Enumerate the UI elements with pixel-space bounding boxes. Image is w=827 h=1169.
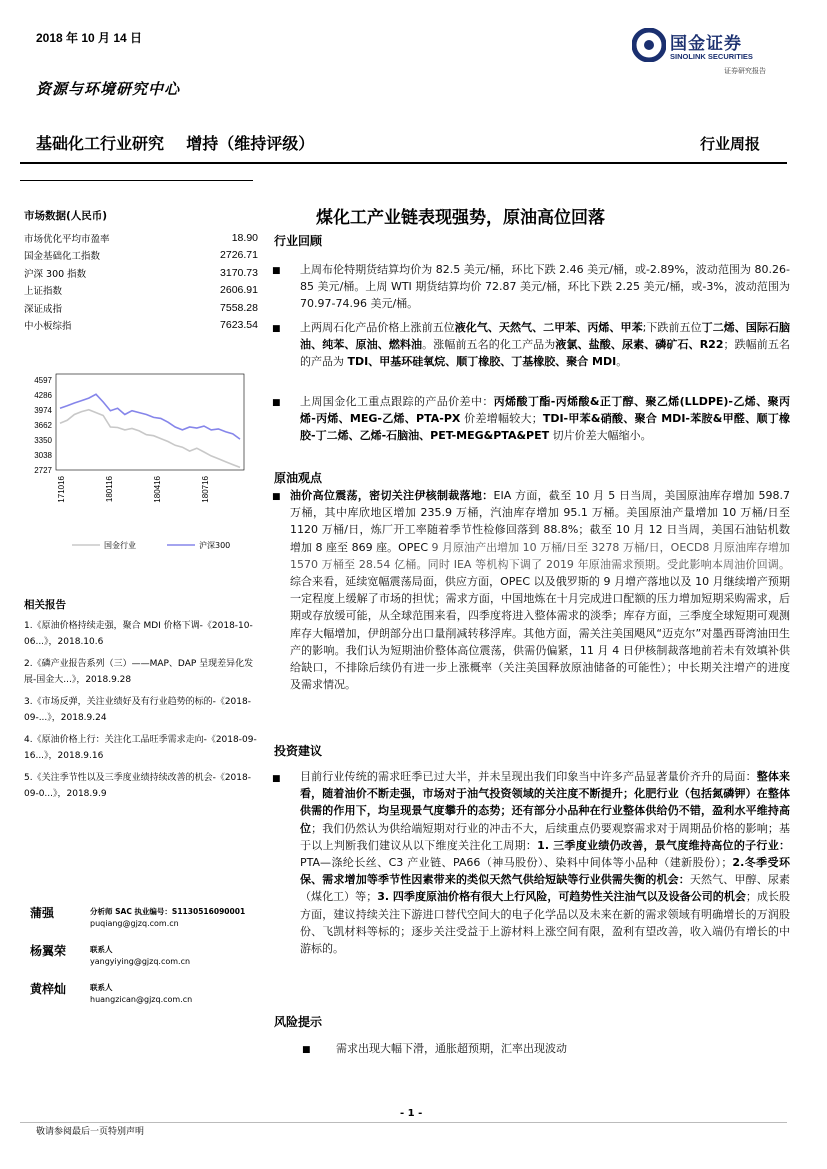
market-label: 国金基础化工指数 xyxy=(24,251,101,263)
series-line-1 xyxy=(60,394,240,439)
market-row xyxy=(24,247,258,265)
legend-label: 国金行业 xyxy=(104,541,136,550)
y-tick-label: 4597 xyxy=(34,376,52,385)
bullet-icon: ■ xyxy=(272,324,281,334)
y-tick-label: 3974 xyxy=(34,405,52,415)
author-email: huangzican@gjzq.com.cn xyxy=(90,995,193,1004)
author-name: 杨翼荣 xyxy=(30,944,67,958)
author-credential: 联系人 xyxy=(90,983,113,992)
risk-text: 需求出现大幅下滑，通胀超预期，汇率出现波动 xyxy=(336,1042,567,1055)
report-item: 4.《原油价格上行：关注化工品旺季需求走向-《2018-09-16...》，2018.9.16 xyxy=(24,735,257,761)
author-credential: 联系人 xyxy=(90,945,113,954)
market-value: 2726.71 xyxy=(220,249,258,262)
report-date: 2018 年 10 月 14 日 xyxy=(36,31,143,45)
market-row xyxy=(24,229,258,247)
market-label: 沪深 300 指数 xyxy=(24,268,87,280)
x-tick-label: 171016 xyxy=(57,476,66,503)
y-tick-label: 3350 xyxy=(34,436,52,446)
y-tick-label: 2727 xyxy=(34,466,52,475)
report-title: 煤化工产业链表现强势，原油高位回落 xyxy=(316,208,605,228)
bullet-icon: ■ xyxy=(272,398,281,408)
author-name: 黄梓灿 xyxy=(30,982,67,996)
report-item: 3.《市场反弹，关注业绩好及有行业趋势的标的-《2018-09-...》，2018.9.24 xyxy=(24,697,251,723)
bullet-icon: ■ xyxy=(272,774,281,784)
authors xyxy=(30,904,260,1018)
investment-paragraph: 目前行业传统的需求旺季已过大半，并未呈现出我们印象当中许多产品显著量价齐升的局面：整体来看，随着油价不断走强，市场对于油气投资领域的关注度不断提升；化肥行业（包括氮磷钾）在整体供需的作用下，均呈现景气度攀升的态势；还有部分小品种在行业整体供给仍不错，盈利水平维持高位；我们仍然认为供给端短期对行业的冲击不大，后续重点仍要观察需求对于周期品价格的影响；基于以上判断我们建议从以下维度关注化工周期：1. 三季度业绩仍改善，景气度维持高位的子行业：PTA—涤纶长丝、C3 产业链、PA66（神马股份）、染料中间体等小品种（建新股份）；2.冬季受环保、需求增加等季节性因素带来的类似天然气供给短缺等行业供需失衡的机会：天然气、甲醇、尿素（煤化工）等；3. 四季度原油价格有很大上行风险，可趋势性关注油气以及设备公司的机会；成长股方面，建议持续关注下游进口替代空间大的电子化学品以及未来在新的需求领域有明确增长的万润股份、飞凯材料等标的；逐步关注受益于上游材料上涨空间有限，盈利有望改善，收入端仍有增长的中游标的。 xyxy=(300,770,791,956)
series-line-0 xyxy=(60,410,240,468)
logo-subtitle: 证券研究报告 xyxy=(724,67,766,75)
index-chart-svg xyxy=(22,362,252,562)
review-paragraph-2: 上两周石化产品价格上涨前五位液化气、天然气、二甲苯、丙烯、甲苯;下跌前五位丁二烯、国际石脑油、纯苯、原油、燃料油。涨幅前五名的化工产品为液氯、盐酸、尿素、磷矿石、R22；跌幅前五名的产品为 TDI、甲基环硅氧烷、顺丁橡胶、丁基橡胶、聚合 MDI。 xyxy=(300,321,791,369)
footer-disclaimer: 敬请参阅最后一页特别声明 xyxy=(36,1127,145,1137)
market-value: 2606.91 xyxy=(220,284,258,297)
market-label: 中小板综指 xyxy=(24,321,72,333)
bullet-icon: ■ xyxy=(272,266,281,276)
footer-divider xyxy=(20,1122,787,1123)
oil-paragraph: 油价高位震荡，密切关注伊核制裁落地：EIA 方面，截至 10 月 5 日当周，美国原油库存增加 598.7 万桶，其中库欣地区增加 235.9 万桶，汽油库存增加 95.1 万桶。美国原油产量增加 10 万桶/日至 1120 万桶/日，炼厂开工率随着季节性检修回落到 88.8%；截至 10 月 12 日当周，美国石油钻机数增加 8 座至 869 座。OPEC 9 月原油产出增加 10 万桶/日至 3278 万桶/日，OECD8 月原油库存增加 1570 万桶至 28.54 亿桶。同时 IEA 等机构下调了 2019 年原油需求预期。受此影响本周油价回调。综合来看，延续宽幅震荡局面，供应方面，OPEC 以及俄罗斯的 9 月增产落地以及 10 月继续增产预期一定程度上缓解了市场的担忧；需求方面，中国地炼在十月完成进口配额的压力增加短期采购需求，后期或存放缓可能，从全球范围来看，四季度将进入整体需求的淡季；库存方面，三季度全球短期可观测库存大幅增加，伊朗部分出口量削减转移浮库。其他方面，需关注美国飓风“迈克尔”对墨西哥湾油田生产的影响。我们认为短期油价整体高位震荡，供需仍偏紧，11 月 4 日伊核制裁落地前若未有效填补供给缺口，不排除后续仍有进一步上涨概率（关注美国释放原油储备的可能性）；中长期关注增产的进度及需求情况。 xyxy=(290,489,791,692)
x-tick-label: 180416 xyxy=(153,476,162,503)
company-logo xyxy=(632,28,792,78)
author-entry xyxy=(30,904,260,942)
author-entry xyxy=(30,942,260,980)
header-divider xyxy=(20,162,787,164)
market-data-title: 市场数据(人民币) xyxy=(24,210,108,222)
market-row xyxy=(24,282,258,300)
market-value: 18.90 xyxy=(231,231,258,244)
legend-label: 沪深300 xyxy=(199,541,231,550)
section-industry-review: 行业回顾 xyxy=(274,234,323,248)
report-item: 5.《关注季节性以及三季度业绩持续改善的机会-《2018-09-0...》，2018.9.9 xyxy=(24,773,251,799)
chart-plot-area xyxy=(56,374,244,470)
market-value: 7558.28 xyxy=(220,301,258,314)
logo-mark-icon xyxy=(632,28,666,62)
page-number: - 1 - xyxy=(400,1108,423,1119)
x-tick-label: 180716 xyxy=(201,476,210,503)
related-reports xyxy=(24,597,258,802)
x-tick-label: 180116 xyxy=(105,476,114,503)
report-item: 1.《原油价格持续走强，聚合 MDI 价格下调-《2018-10-06...》，2018.10.6 xyxy=(24,621,253,647)
bullet-icon: ■ xyxy=(302,1045,311,1055)
author-email: yangyiying@gjzq.com.cn xyxy=(90,957,191,966)
logo-english: SINOLINK SECURITIES xyxy=(670,52,753,61)
author-name: 蒲强 xyxy=(30,906,55,920)
y-tick-label: 3662 xyxy=(34,421,52,430)
market-data xyxy=(24,208,258,334)
market-label: 上证指数 xyxy=(24,286,63,298)
sidebar-divider xyxy=(20,180,253,181)
review-paragraph-1: 上周布伦特期货结算均价为 82.5 美元/桶，环比下跌 2.46 美元/桶，或-2.89%，波动范围为 80.26-85 美元/桶。上周 WTI 期货结算均价 72.87 美元/桶，环比下跌 2.25 美元/桶，或-3%，波动范围为 70.97-74.96 美元/桶。 xyxy=(300,263,790,311)
logo-name: 国金证券 xyxy=(670,34,742,54)
related-reports-title: 相关报告 xyxy=(24,599,66,611)
bullet-icon: ■ xyxy=(272,492,281,502)
industry-rating: 基础化工行业研究 增持（维持评级） xyxy=(36,134,315,153)
market-value: 3170.73 xyxy=(220,266,258,279)
market-row xyxy=(24,264,258,282)
report-item: 2.《磷产业报告系列（三）——MAP、DAP 呈现差异化发展-国金大...》，2018.9.28 xyxy=(24,659,254,685)
market-row xyxy=(24,317,258,335)
author-credential: 分析师 SAC 执业编号：S1130516090001 xyxy=(90,907,246,916)
report-type: 行业周报 xyxy=(700,135,761,153)
review-paragraph-3: 上周国金化工重点跟踪的产品价差中：丙烯酸丁酯-丙烯酸&正丁醇、聚乙烯(LLDPE)-乙烯、聚丙烯-丙烯、MEG-乙烯、PTA-PX 价差增幅较大；TDI-甲苯&硝酸、聚合 MDI-苯胺&甲醛、顺丁橡胶-丁二烯、乙烯-石脑油、PET-MEG&PTA&PET 切片价差大幅缩小。 xyxy=(300,395,791,443)
section-oil-view: 原油观点 xyxy=(274,471,323,485)
author-email: puqiang@gjzq.com.cn xyxy=(90,919,179,928)
market-row xyxy=(24,299,258,317)
research-center: 资源与环境研究中心 xyxy=(36,80,181,98)
author-entry xyxy=(30,980,260,1018)
y-tick-label: 3038 xyxy=(34,451,52,461)
section-risk: 风险提示 xyxy=(274,1015,323,1029)
y-tick-label: 4286 xyxy=(34,390,52,400)
market-label: 市场优化平均市盈率 xyxy=(24,233,110,245)
index-chart xyxy=(22,362,252,562)
section-investment: 投资建议 xyxy=(274,744,323,758)
market-label: 深证成指 xyxy=(24,303,63,315)
market-value: 7623.54 xyxy=(220,319,258,332)
